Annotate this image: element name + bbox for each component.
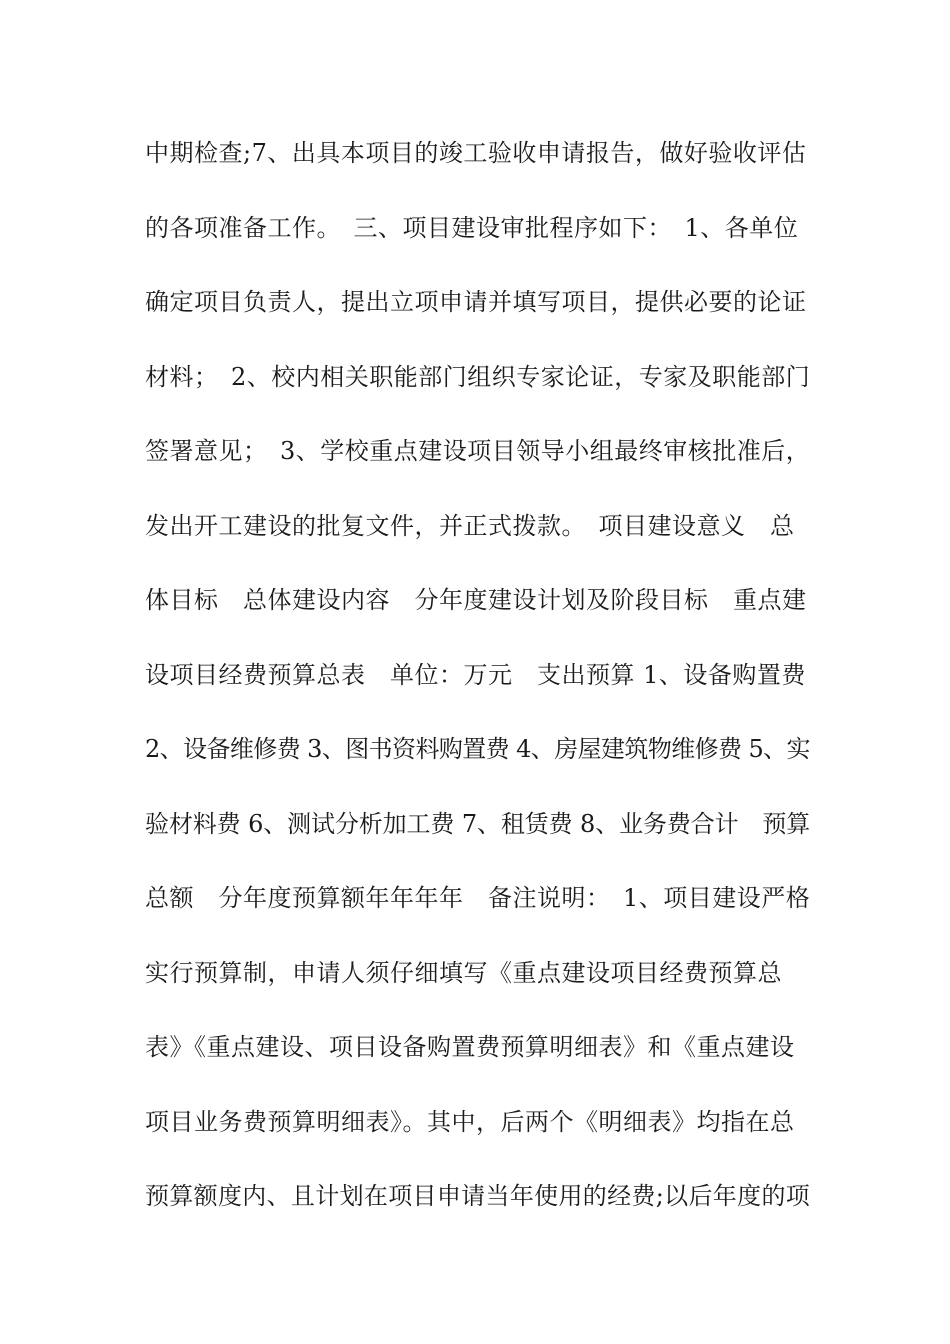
text-line-1: 中期检查;7、出具本项目的竣工验收申请报告，做好验收评估 xyxy=(145,139,807,167)
text-line-2: 的各项准备工作。 三、项目建设审批程序如下： 1、各单位 xyxy=(145,213,799,242)
text-line-11: 总额 分年度预算额年年年年 备注说明： 1、项目建设严格 xyxy=(145,884,811,912)
text-line-4: 材料； 2、校内相关职能部门组织专家论证，专家及职能部门 xyxy=(145,362,811,391)
text-line-15: 预算额度内、且计划在项目申请当年使用的经费;以后年度的项 xyxy=(145,1182,811,1210)
text-line-6: 发出开工建设的批复文件，并正式拨款。 项目建设意义 总 xyxy=(145,511,795,540)
text-line-14: 项目业务费预算明细表》。其中，后两个《明细表》均指在总 xyxy=(145,1107,795,1136)
text-line-9: 2、设备维修费 3、图书资料购置费 4、房屋建筑物维修费 5、实 xyxy=(145,735,810,763)
text-line-8: 设项目经费预算总表 单位：万元 支出预算 1、设备购置费 xyxy=(145,660,806,689)
text-line-13: 表》《重点建设、项目设备购置费预算明细表》和《重点建设 xyxy=(145,1033,795,1061)
text-line-7: 体目标 总体建设内容 分年度建设计划及阶段目标 重点建 xyxy=(145,586,807,614)
text-line-12: 实行预算制，申请人须仔细填写《重点建设项目经费预算总 xyxy=(145,958,782,987)
text-line-5: 签署意见； 3、学校重点建设项目领导小组最终审核批准后， xyxy=(145,437,811,465)
body-text xyxy=(145,126,810,1244)
text-line-3: 确定项目负责人，提出立项申请并填写项目，提供必要的论证 xyxy=(145,288,807,316)
text-line-10: 验材料费 6、测试分析加工费 7、租赁费 8、业务费合计 预算 xyxy=(145,809,811,838)
